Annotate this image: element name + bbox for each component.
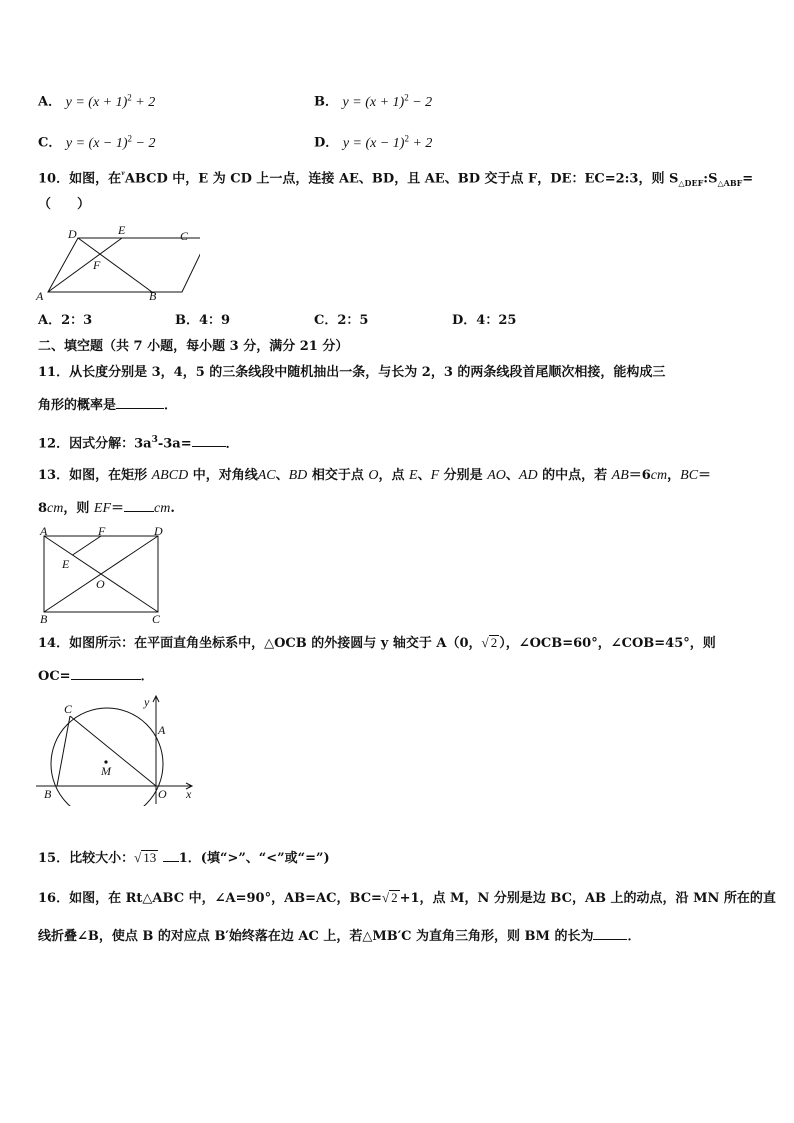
stem-text: ． xyxy=(225,436,239,452)
q11-line1: 11．从长度分别是 3，4，5 的三条线段中随机抽出一条，与长为 2，3 的两条线段首尾顺次相接，能构成三 xyxy=(38,365,666,380)
stem-text: ＝ xyxy=(111,501,125,516)
stem-text: ＝6 xyxy=(628,468,651,483)
stem-text: ， xyxy=(667,468,681,483)
q16-line1 xyxy=(38,889,776,908)
radicand: 2 xyxy=(391,890,398,905)
stem-text: +1，点 M，N 分别是边 BC，AB 上的动点，沿 MN 所在的直 xyxy=(399,891,776,906)
q14-circle-figure xyxy=(30,690,200,806)
label-b: B xyxy=(44,787,52,801)
math-var: BD xyxy=(288,468,308,483)
segment-ef xyxy=(73,536,102,555)
label-y: y xyxy=(144,695,150,709)
option-formula xyxy=(65,92,156,110)
label-b: B xyxy=(40,612,48,626)
segment-co xyxy=(70,716,156,786)
label-x: x xyxy=(186,787,192,801)
area-subscript: △DEF xyxy=(678,177,704,188)
label-f: F xyxy=(93,258,101,272)
label-d: D xyxy=(154,524,163,538)
circumcircle xyxy=(51,708,163,806)
stem-text: ，点 xyxy=(378,468,410,483)
math-var: ABCD xyxy=(151,468,189,483)
answer-blank xyxy=(593,926,627,940)
answer-blank xyxy=(116,395,164,409)
parallelogram-abcd xyxy=(48,238,200,292)
label-c: C xyxy=(180,229,189,243)
radicand: 13 xyxy=(143,850,157,865)
q15-stem xyxy=(38,848,330,868)
stem-text: 相交于点 xyxy=(307,468,369,483)
label-a: A xyxy=(158,723,166,737)
stem-text: ＝ xyxy=(698,468,712,483)
q13-line2 xyxy=(38,498,175,518)
label-a: A xyxy=(40,524,48,538)
formula-exponent: 2 xyxy=(127,133,133,143)
formula-tail: − 2 xyxy=(132,135,156,151)
stem-text: 16．如图，在 Rt△ABC 中，∠A=90°，AB=AC，BC= xyxy=(38,891,382,906)
q9-option-d xyxy=(314,129,432,153)
math-var: AC xyxy=(257,468,276,483)
q13-rectangle-figure xyxy=(36,524,172,626)
q12-stem xyxy=(38,431,239,453)
label-d: D xyxy=(68,227,77,241)
answer-blank xyxy=(71,666,141,680)
q10-stem xyxy=(38,166,753,192)
segment-bd xyxy=(78,238,152,292)
label-o: O xyxy=(96,577,105,591)
stem-text: 13．如图，在矩形 xyxy=(38,468,152,483)
q10-option-d: D．4：25 xyxy=(452,313,517,328)
stem-text: ． xyxy=(164,398,178,413)
stem-text: 、 xyxy=(275,468,289,483)
formula-base: y = (x + 1) xyxy=(65,94,128,110)
stem-text: ． xyxy=(140,669,154,684)
stem-text: 10．如图，在 xyxy=(38,171,122,187)
answer-blank xyxy=(163,848,179,862)
option-formula xyxy=(342,133,433,151)
sqrt-expression: √ 2 xyxy=(481,635,498,650)
stem-text: 8 xyxy=(38,501,48,516)
math-var: E xyxy=(409,468,418,483)
unit: cm xyxy=(650,468,668,483)
formula-exponent: 2 xyxy=(127,92,132,102)
formula-tail: + 2 xyxy=(131,94,156,110)
math-var: BC xyxy=(680,468,699,483)
option-label: C． xyxy=(38,135,62,151)
math-var: O xyxy=(368,468,379,483)
stem-text: 、 xyxy=(417,468,431,483)
stem-text: -3a= xyxy=(157,436,192,452)
stem-text: ，则 xyxy=(63,501,94,516)
formula-base: y = (x − 1) xyxy=(342,135,405,151)
q10-parallelogram-figure xyxy=(30,222,200,304)
answer-blank xyxy=(192,433,226,447)
segment-ae xyxy=(48,238,122,292)
unit: cm xyxy=(47,501,64,516)
math-var: AO xyxy=(487,468,506,483)
option-formula xyxy=(342,92,433,110)
stem-text: ． xyxy=(627,929,641,944)
stem-text: 中，对角线 xyxy=(188,468,258,483)
q9-option-a xyxy=(38,88,155,112)
answer-blank xyxy=(124,498,154,512)
q9-option-b xyxy=(314,88,432,112)
label-e: E xyxy=(118,223,126,237)
exponent: 3 xyxy=(151,435,158,445)
formula-exponent: 2 xyxy=(404,133,409,143)
label-f: F xyxy=(98,524,106,538)
unit: cm xyxy=(154,501,171,516)
formula-base: y = (x + 1) xyxy=(342,94,405,110)
stem-text: 线折叠∠B，使点 B 的对应点 B′始终落在边 AC 上，若△MB′C 为直角三角形，则 BM 的长为 xyxy=(38,929,594,944)
formula-exponent: 2 xyxy=(404,92,409,102)
label-c: C xyxy=(64,702,73,716)
stem-text: ABCD 中，E 为 CD 上一点，连接 AE、BD，且 AE、BD 交于点 F，DE：EC=2:3，则 S xyxy=(124,171,679,187)
stem-text: OC= xyxy=(38,669,71,684)
stem-text: ），∠OCB=60°，∠COB=45°，则 xyxy=(499,636,716,651)
sqrt-expression: √ 2 xyxy=(381,890,398,905)
q10-answer-paren: （ ） xyxy=(38,197,91,212)
option-label: A． xyxy=(38,94,62,110)
q14-line2 xyxy=(38,666,154,686)
formula-tail: − 2 xyxy=(408,94,433,110)
label-b: B xyxy=(149,289,157,303)
parallelogram-symbol: ᵞ xyxy=(121,170,125,180)
math-var: EF xyxy=(93,501,112,516)
label-o: O xyxy=(158,787,167,801)
math-var: AD xyxy=(518,468,538,483)
option-label: B． xyxy=(314,94,338,110)
formula-tail: + 2 xyxy=(408,135,433,151)
q14-line1 xyxy=(38,634,716,653)
label-m: M xyxy=(101,764,111,778)
sqrt-expression: √ 13 xyxy=(134,850,157,865)
segment-cb xyxy=(57,716,70,786)
formula-base: y = (x − 1) xyxy=(65,135,128,151)
stem-text: 分别是 xyxy=(439,468,488,483)
option-formula xyxy=(65,133,156,151)
q10-option-b: B．4：9 xyxy=(175,313,231,328)
label-c: C xyxy=(152,612,161,626)
stem-text: 12．因式分解：3a xyxy=(38,436,152,452)
radicand: 2 xyxy=(490,635,498,650)
stem-text: 1．(填“>”、“<”或“=”) xyxy=(178,851,330,866)
math-var: F xyxy=(430,468,440,483)
section-title: 二、填空题（共 7 小题，每小题 3 分，满分 21 分） xyxy=(38,339,349,354)
label-a: A xyxy=(36,289,44,303)
math-var: AB xyxy=(611,468,629,483)
q11-line2 xyxy=(38,395,177,415)
q9-option-c xyxy=(38,129,156,153)
stem-text: 、 xyxy=(505,468,519,483)
area-subscript: △ABF xyxy=(717,177,743,188)
stem-text: 的中点，若 xyxy=(537,468,612,483)
q10-option-a: A．2：3 xyxy=(38,313,93,328)
stem-text: :S xyxy=(703,171,718,187)
stem-text: 15．比较大小： xyxy=(38,851,135,866)
stem-text: = xyxy=(742,171,754,187)
label-e: E xyxy=(62,557,70,571)
stem-text: 14．如图所示：在平面直角坐标系中，△OCB 的外接圆与 y 轴交于 A（0， xyxy=(38,636,482,651)
q13-line1 xyxy=(38,467,711,485)
q16-line2 xyxy=(38,926,640,946)
stem-text: 角形的概率是 xyxy=(38,398,117,413)
option-label: D． xyxy=(314,135,339,151)
stem-text: . xyxy=(170,501,175,516)
q10-option-c: C．2：5 xyxy=(314,313,369,328)
